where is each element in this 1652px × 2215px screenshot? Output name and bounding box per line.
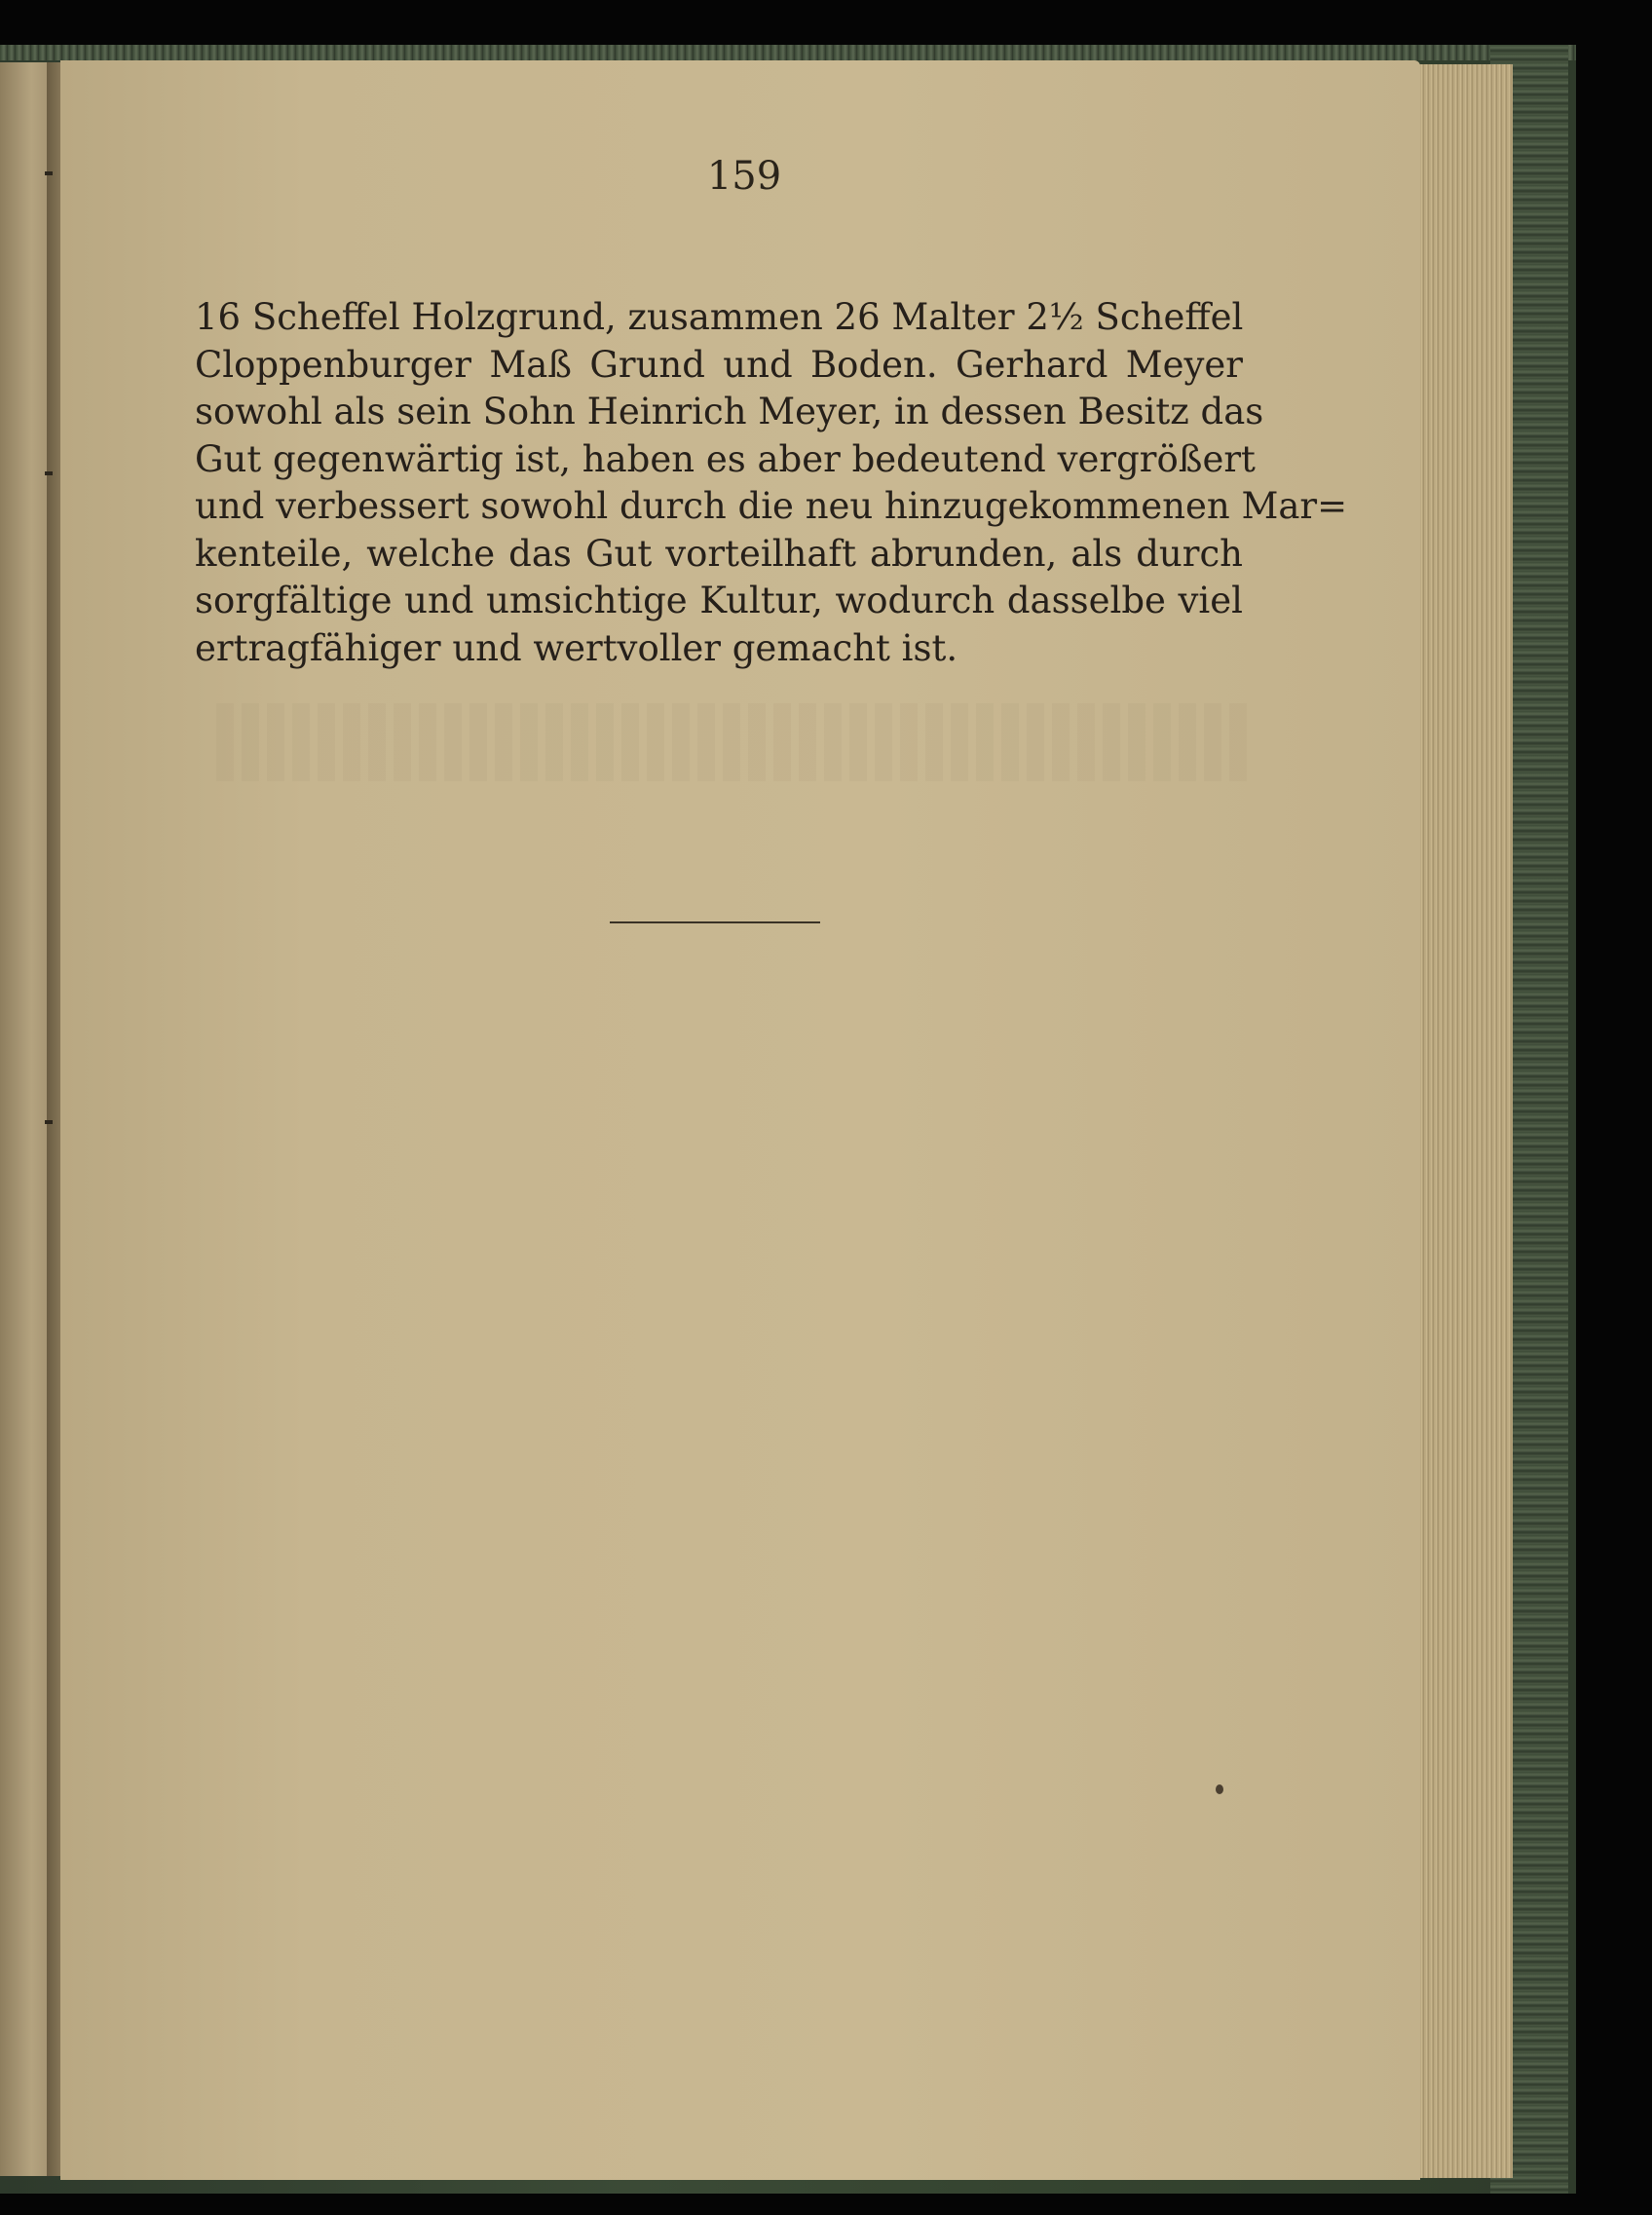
text-line: und verbessert sowohl durch die neu hinzugekommenen Mar= bbox=[195, 485, 1348, 527]
paper-speck bbox=[1216, 1784, 1223, 1794]
text-line: sowohl als sein Sohn Heinrich Meyer, in dessen Besitz das bbox=[195, 391, 1264, 432]
text-line: 16 Scheffel Holzgrund, zusammen 26 Malter 2½ Scheffel bbox=[195, 296, 1244, 338]
text-line: Cloppenburger Maß Grund und Boden. Gerhard Meyer bbox=[195, 343, 1243, 386]
show-through-text bbox=[216, 703, 1249, 781]
body-paragraph bbox=[195, 294, 1348, 672]
gutter-mark bbox=[45, 1120, 53, 1124]
text-line: kenteile, welche das Gut vorteilhaft abrunden, als durch bbox=[195, 532, 1243, 575]
section-end-rule bbox=[610, 921, 820, 923]
text-line: Gut gegenwärtig ist, haben es aber bedeutend vergrößert bbox=[195, 437, 1256, 480]
page-number: 159 bbox=[706, 154, 782, 199]
page-fore-edge bbox=[1414, 64, 1513, 2178]
text-line: ertragfähiger und wertvoller gemacht ist. bbox=[195, 626, 958, 669]
left-page-edge bbox=[0, 62, 53, 2176]
cover-top-edge bbox=[0, 45, 1576, 60]
gutter-mark bbox=[45, 471, 53, 475]
gutter-mark bbox=[45, 171, 53, 175]
book-page bbox=[60, 60, 1420, 2180]
text-line: sorgfältige und umsichtige Kultur, wodurch dasselbe viel bbox=[195, 580, 1243, 621]
